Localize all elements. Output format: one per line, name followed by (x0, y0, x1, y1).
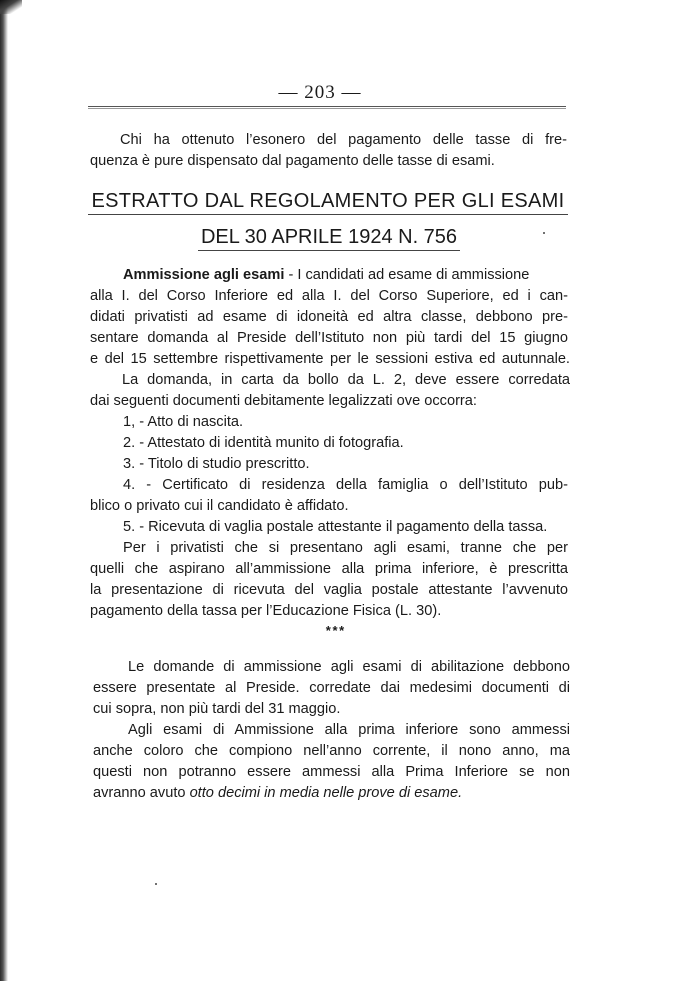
intro-line-2: quenza è pure dispensato dal pagamento delle tasse di esami. (90, 153, 495, 169)
scan-edge (0, 0, 8, 981)
header-rule-lower (88, 108, 566, 109)
scan-speck (543, 232, 545, 234)
admission-text-1: - I candidati ad esame di ammissione (284, 267, 530, 283)
document-item-4: 4. - Certificato di residenza della famiglia o dell’Istituto pub- (123, 477, 568, 493)
first-inferior-plain: avranno avuto (93, 785, 190, 801)
header-rule (88, 106, 566, 107)
admission-line-4: sentare domanda al Preside dell’Istituto non più tardi del 15 giugno (90, 330, 568, 346)
page-number: — 203 — (278, 82, 362, 103)
document-item-2: 2. - Attestato di identità munito di fotografia. (123, 435, 404, 451)
document-item-3: 3. - Titolo di studio prescritto. (123, 456, 310, 472)
private-line-3: la presentazione di ricevuta del vaglia postale attestante l’avvenuto (90, 582, 568, 598)
scan-corner (0, 0, 22, 14)
admission-line-2: alla I. del Corso Inferiore ed alla I. del Corso Superiore, ed i can- (90, 288, 568, 304)
first-inferior-italic: otto decimi in media nelle prove di esame. (189, 785, 463, 801)
admission-line-3: didati privatisti ad esame di idoneità ed altra classe, debbono pre- (90, 309, 568, 325)
qualification-line-1: Le domande di ammissione agli esami di abilitazione debbono (128, 659, 570, 675)
application-line-1: La domanda, in carta da bollo da L. 2, deve essere corredata (122, 372, 570, 388)
private-line-2: quelli che aspirano all’ammissione alla prima inferiore, è prescritta (90, 561, 568, 577)
admission-line-1 (123, 265, 568, 286)
application-line-2: dai seguenti documenti debitamente legalizzati ove occorra: (90, 393, 477, 409)
asterism (320, 623, 350, 638)
document-item-5: 5. - Ricevuta di vaglia postale attestante il pagamento della tassa. (123, 519, 548, 535)
admission-line-5: e del 15 settembre rispettivamente per le sessioni estiva ed autunnale. (90, 351, 570, 367)
scan-speck (155, 883, 157, 885)
qualification-line-3: cui sopra, non più tardi del 31 maggio. (93, 701, 341, 717)
admission-lead: Ammissione agli esami (123, 267, 285, 283)
asterism-text: * * * (325, 623, 345, 638)
section-heading: ESTRATTO DAL REGOLAMENTO PER GLI ESAMI (88, 190, 568, 215)
document-item-4-cont: blico o privato cui il candidato è affidato. (90, 498, 349, 514)
intro-line-1: Chi ha ottenuto l’esonero del pagamento delle tasse di fre- (120, 132, 567, 148)
first-inferior-line-3: questi non potranno essere ammessi alla Prima Inferiore se non (93, 764, 570, 780)
private-line-1: Per i privatisti che si presentano agli esami, tranne che per (123, 540, 568, 556)
first-inferior-line-2: anche coloro che compiono nell’anno corrente, il nono anno, ma (93, 743, 570, 759)
document-item-1: 1, - Atto di nascita. (123, 414, 244, 430)
qualification-line-2: essere presentate al Preside. corredate dai medesimi documenti di (93, 680, 570, 696)
first-inferior-line-4 (93, 783, 462, 804)
first-inferior-line-1: Agli esami di Ammissione alla prima inferiore sono ammessi (128, 722, 570, 738)
section-subheading: DEL 30 APRILE 1924 N. 756 (198, 226, 460, 251)
private-line-4: pagamento della tassa per l’Educazione Fisica (L. 30). (90, 603, 442, 619)
